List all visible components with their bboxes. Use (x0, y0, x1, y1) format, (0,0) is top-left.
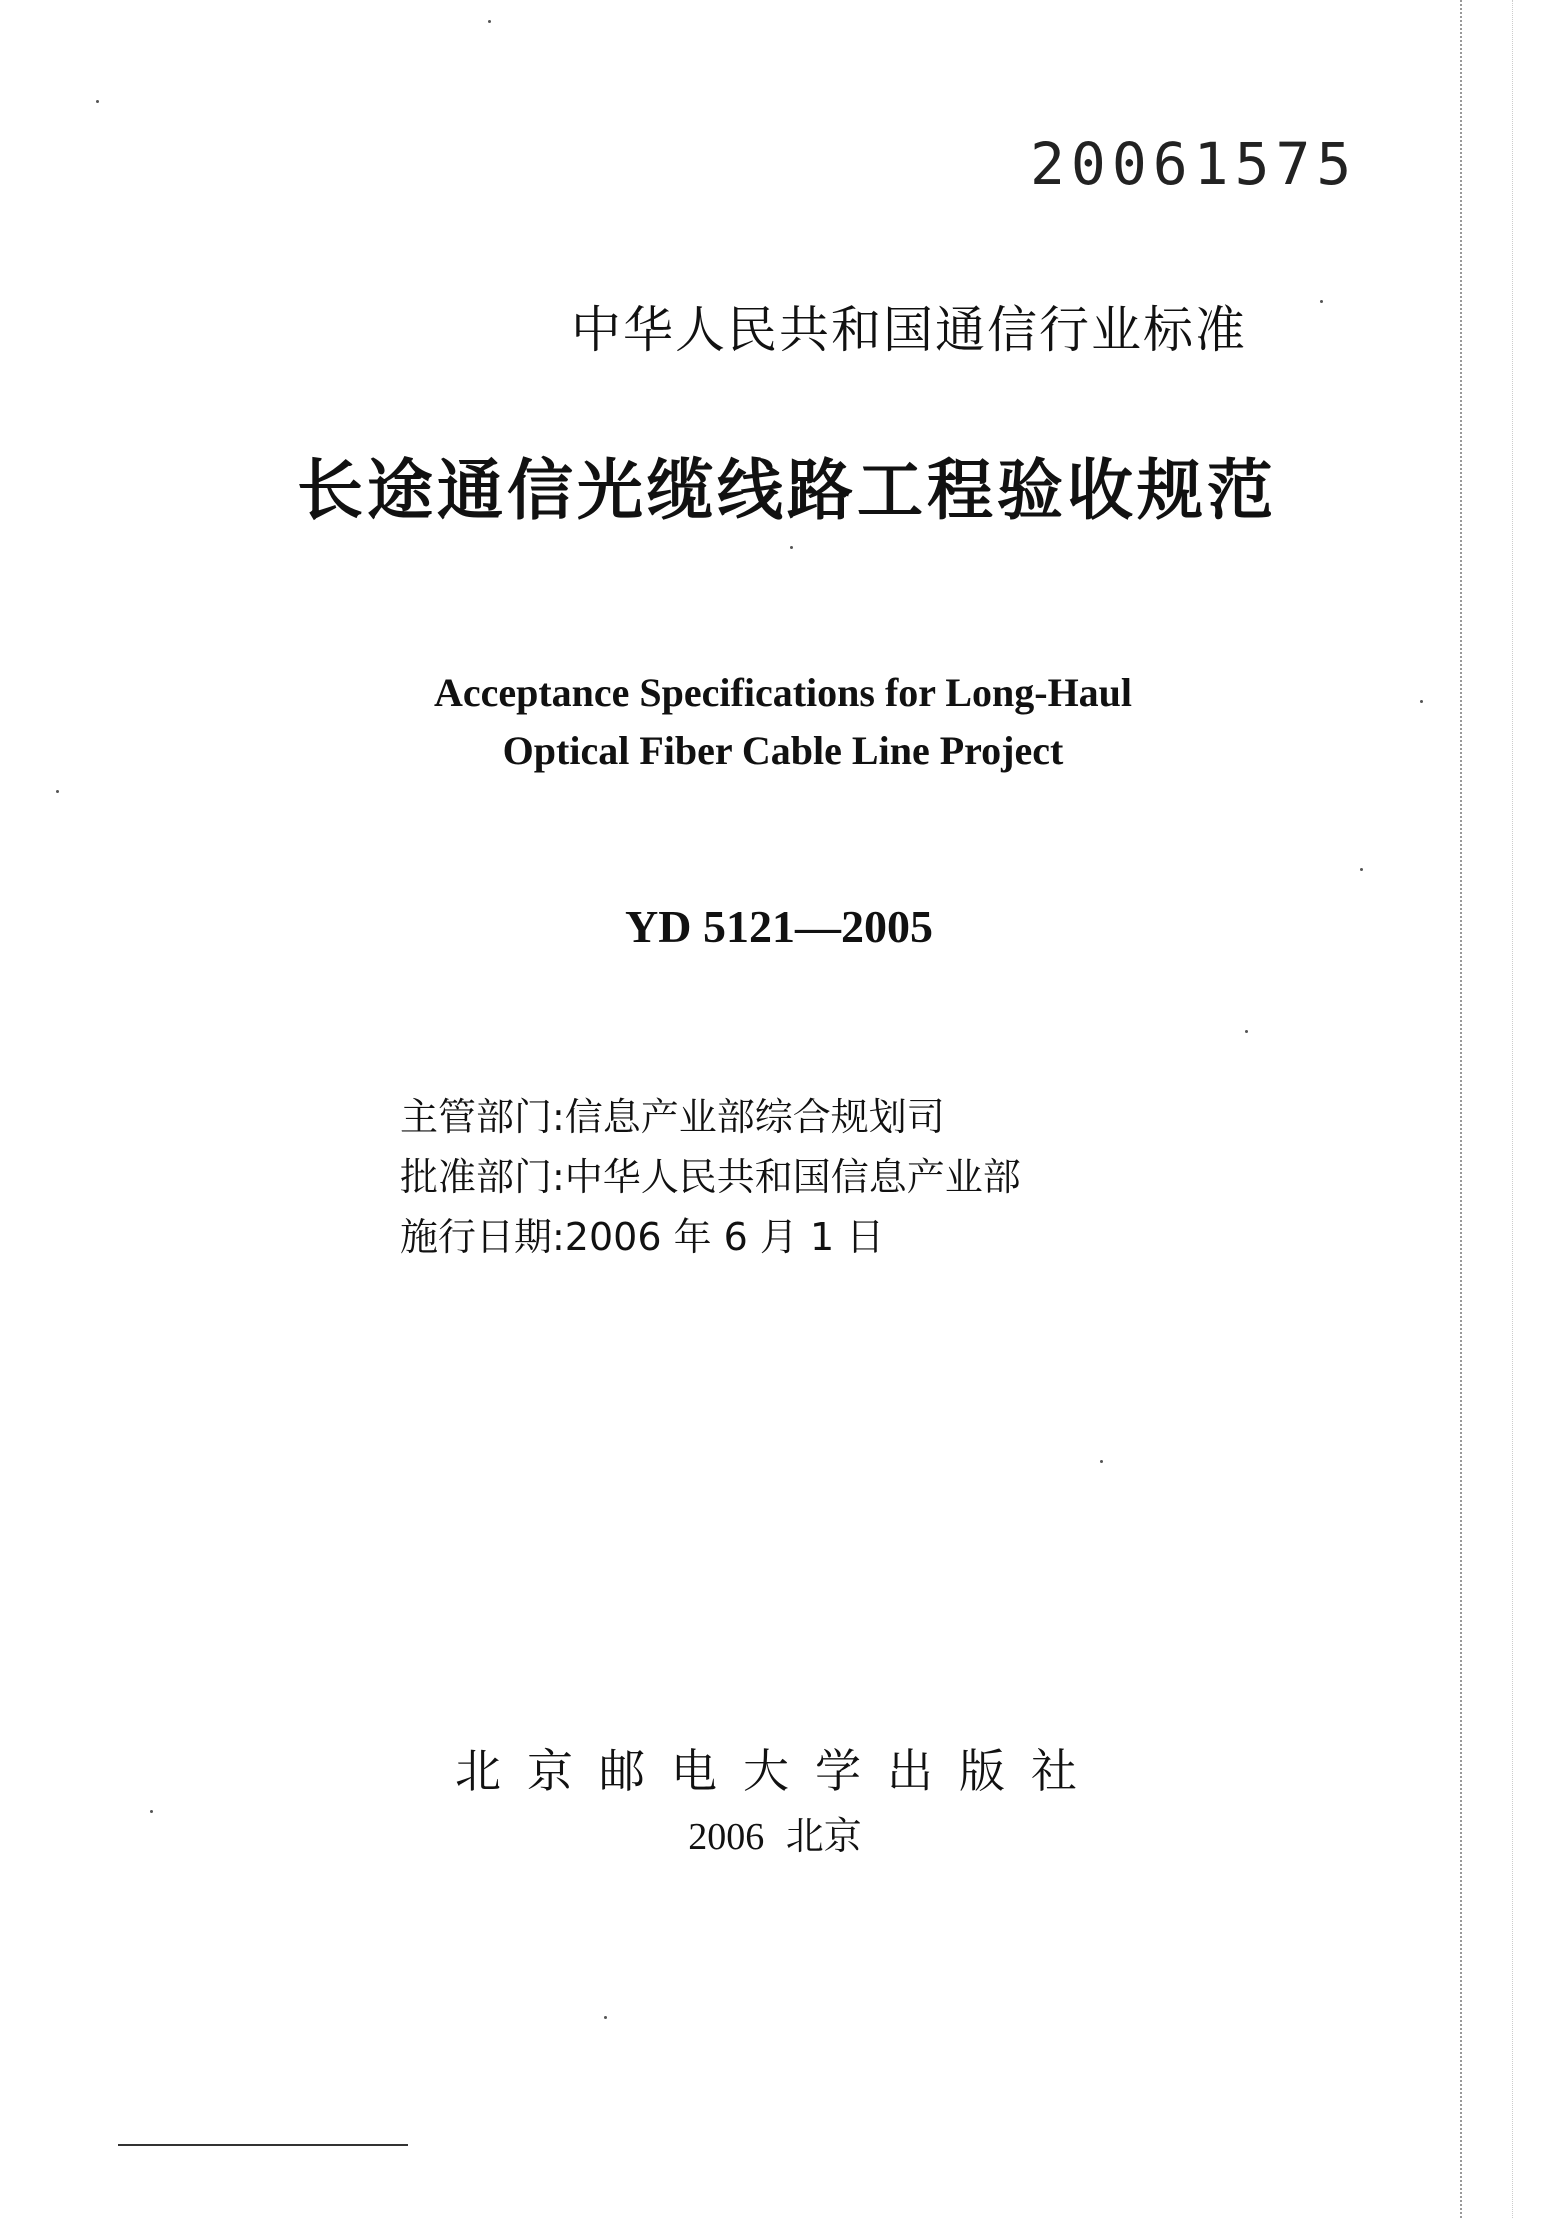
title-english-line-1: Acceptance Specifications for Long-Haul (433, 670, 1133, 715)
scan-speck (96, 100, 99, 103)
scan-speck (1360, 868, 1363, 871)
archive-stamp-number: 20061575 (1030, 130, 1358, 198)
scan-speck (150, 1810, 153, 1813)
publication-year-place: 2006 北京 (688, 1816, 862, 1858)
issuing-info (400, 1087, 1021, 1267)
standard-number: YD 5121—2005 (625, 901, 933, 952)
scan-speck (1320, 300, 1323, 303)
title-english-line-2: Optical Fiber Cable Line Project (502, 728, 1064, 773)
scan-speck (1420, 700, 1423, 703)
competent-department: 主管部门:信息产业部综合规划司 (400, 1095, 945, 1139)
scan-speck (1100, 1460, 1103, 1463)
title-chinese: 长途通信光缆线路工程验收规范 (297, 452, 1277, 529)
effective-date: 施行日期:2006 年 6 月 1 日 (400, 1215, 885, 1259)
scan-speck (56, 790, 59, 793)
scan-speck (1245, 1030, 1248, 1033)
bottom-rule (118, 2144, 408, 2146)
scan-speck (488, 20, 491, 23)
scan-speck (790, 546, 793, 549)
publisher-name: 北京邮电大学出版社 (455, 1744, 1103, 1798)
standard-classification: 中华人民共和国通信行业标准 (571, 301, 1247, 359)
approval-department: 批准部门:中华人民共和国信息产业部 (400, 1155, 1021, 1199)
title-english (4, 664, 1558, 780)
scan-speck (604, 2016, 607, 2019)
